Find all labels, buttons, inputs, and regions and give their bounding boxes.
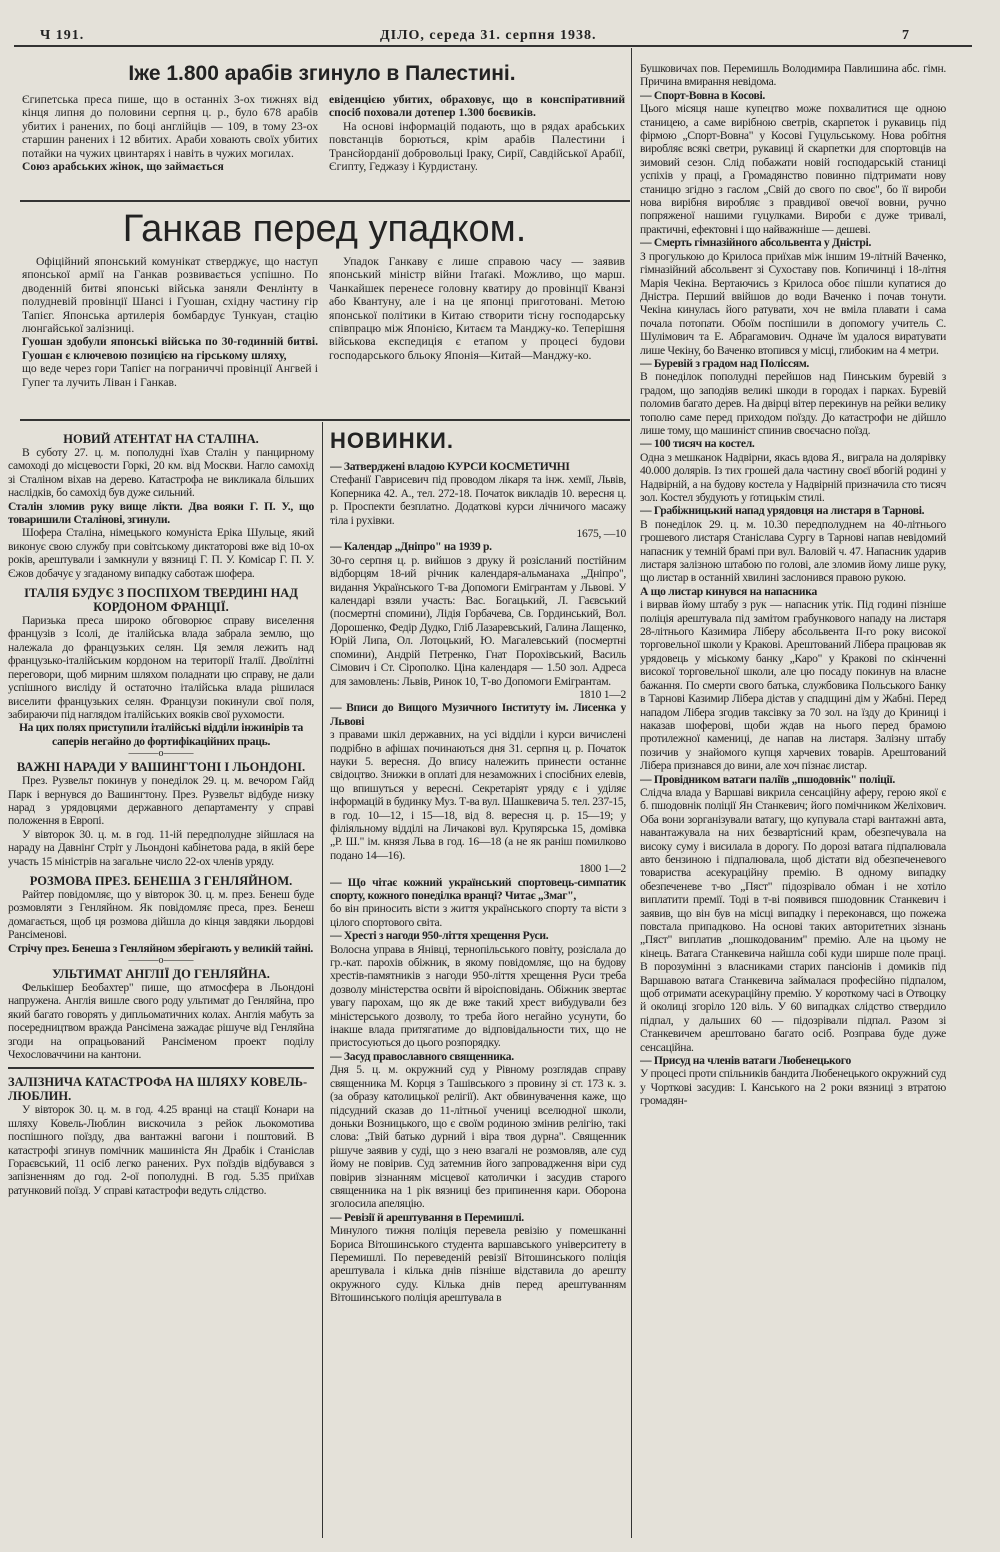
- section-rule-left: [8, 1067, 314, 1069]
- news-title-arsonists: — Провідником ватаги паліїв „пшодовнік" поліції.: [640, 772, 895, 786]
- ultimatum-text: Фелькішер Беобахтер" пише, що атмосфера в Льондоні напружена. Англія вишле свого роду ультимат до Генляйна, про який багато говорять у дипльоматичних колах. Англія мабуть за посередництвом вражда Рансімена зажадає рішуче від Генляйна згоди на опрацьований Рансіменом проект поділу Чехословаччини на кантони.: [8, 981, 314, 1062]
- news-text-robbery-bold: А що листар кинувся на напасника: [640, 584, 818, 598]
- washington-text-2: У вівторок 30. ц. м. в год. 11-ій передполудне зійшлася на нараду на Давнінґ Стріт у Льондоні кабінетова рада, в якій бере участь 15 міністрів на загальне число 22-ох членів уряду.: [8, 827, 314, 868]
- news-title-storm: — Буревій з градом над Поліссям.: [640, 356, 810, 370]
- news-title-calendar: — Календар „Дніпро" на 1939 р.: [330, 540, 492, 554]
- news-text-zmag: бо він приносить вісти з життя українського спорту та вісти з цілого спортового світа.: [330, 902, 626, 929]
- news-text-calendar: 30-го серпня ц. р. вийшов з друку й розісланий постійним відборцям 18-ий річник календаря-альманаха „Дніпро", видання Українського Т-ва Допомоги Емігрантам у Львові. У календарі взяли участь: Вас. Богацький, Л. Гаєвський (посмертні спомини), Лідія Горбачева, Св. Гординський, Вол. Дорошенко, Федір Дудко, Гліб Лазаревський, Галина Лащенко, Юрій Липа, Ол. Лотоцький, Ю. Магалевський (посмертні спомини), Андрій Петренко, Гнат Порохівський, Василь Сімович і Ст. Сірополко. Ціна календаря — 1.50 зол. Адреса для замовлень: Львів, Ринок 10, Т-во Допомоги Емігрантам.: [330, 553, 626, 688]
- news-title-drowning: — Смерть гімназійного абсольвента у Дністрі.: [640, 236, 872, 250]
- news-title-crosses: — Хресті з нагоди 950-ліття хрещення Руси.: [330, 929, 549, 943]
- italy-text: Паризька преса широко обговорює справу виселення французів з Ісолі, де італійська влада забрала землю, що належала до французьких селян. Ця земля лежить над французько-італійським кордоном на території Італії. Двоїлітні переговори, щоб мирним шляхом поладнати цю справу, не дали успішного висліду й остаточно італійська влада рішилася виселити французьких селян. Французи покинули свої поля, забираючи під наглядом італійських вояків свої рухомости.: [8, 614, 314, 721]
- palestine-column-2: [329, 93, 625, 173]
- stalin-text-1: В суботу 27. ц. м. пополудні їхав Сталін у панцирному самоході до місцевости Горкі, 20 км. від Москви. Нагло самохід зі Сталіном віхав на дерево. Катастрофа не викликала більших наслідків, бо самохід був дуже сильний.: [8, 446, 314, 500]
- palestine-column-1: [22, 93, 318, 173]
- article-title-italy: ІТАЛІЯ БУДУЄ З ПОСПІХОМ ТВЕРДИНІ НАД КОРДОНОМ ФРАНЦІЇ.: [24, 586, 298, 615]
- news-text-drowning: З прогулькою до Крилоса приїхав між іншим 19-літній Ваченко, гімназійний абсольвент зі Сухоставу пов. Копичинці і 18-літня Марія Чекіна. Вертаючись з Крилоса обоє пішли купатися до Дністра. Перший ввійшов до води Ваченко і почав тонути. Чекіна кинулась його ратувати, хоч не вміла плавати і сама почала потопати. Обоїм поспішили в допомогу учитель С. Шулімович та Е. Абрагамович. Одначе їм удалося виратувати лише Чекіну, бо Ваченко втопився у місці, глибоким на 4 метри.: [640, 249, 946, 357]
- news-text-priest: Дня 5. ц. м. окружний суд у Рівному розглядав справу священника М. Корця з Ташівського з провину зі ст. 173 к. з. (за образу католицької релігії). Акт обвинувачення каже, що підсудний сказав до 11-літньої учениці вселюдної школи, доньки Возницького, що є своїм родиною змінив релігію, такі слова: „Твій батько дурний і віра твоя дурна". Священник рішуче заявив у суді, що з нею взагалі не розмовляв, але суд йому не повірив. Суд затемнив його запровадження віри суд повірив зізнанням місцевої католички і засудив старого священника на 1 рік вязниці без припинення кари. Оборона зголосила апеляцію.: [330, 1063, 626, 1211]
- railway-text: У вівторок 30. ц. м. в год. 4.25 вранці на стації Конари на шляху Ковель-Люблин вискочила з рейок льокомотива поспішного поїзду, два вантажні вагони і поштовий. В катастрофі згинув помічник машиніста Ян Драбік і Станіслав Гораєвський, 11 осіб легко ранених. Рух поїздів відбувався з запізненням до год. 2-ої пополудні. В год. 5.35 приїхав ратунковий поїзд. У справі катастрофи ведуть слідство.: [8, 1103, 314, 1197]
- article-title-ultimatum: УЛЬТИМАТ АНГЛІЇ ДО ГЕНЛЯЙНА.: [52, 967, 270, 981]
- palestine-text-1-bold: Союз арабських жінок, що займається: [22, 160, 224, 174]
- news-text-robbery: В понеділок 29. ц. м. 10.30 передполуднем на 40-літнього грошевого листаря Станіслава Сургу в Тарнові напав невідомий напасник у темній брамі при вул. Валовій ч. 47. Напасник ударив листаря залізною штабою по голові, але зломив йому лише руку, що листар в останній хвилині заслонився правою рукою.: [640, 517, 946, 585]
- header-rule: [14, 45, 972, 47]
- section-title-novynky: НОВИНКИ.: [330, 428, 454, 453]
- headline-hankau: Ганкав перед упадком.: [122, 208, 527, 250]
- separator-dash: ———o———: [128, 748, 194, 760]
- left-column: [8, 432, 314, 1540]
- hankau-text-2: Упадок Ганкаву є лише справою часу — заявив японський міністр війни Ітаґакі. Можливо, що марш. Чанкайшек перенесе головну кватиру до провінції Кванзі або Квантуну, але і на це японці приготовані. Метою японської політики в Китаю створити тісну господарську співпрацю між Японією, Китаєм та Манджу-ко. Теперішня військова експедиція є етапом у процесі будови господарського бльоку Японія—Китай—Манджу-ко.: [329, 255, 625, 362]
- news-title-verdict: — Присуд на членів ватаги Любенецького: [640, 1054, 851, 1068]
- news-text-cosmetic: Стефанії Гавриcевич під проводом лікаря та інж. хемії, Львів, Коперника 42. А., тел. 272-18. Початок викладів 10. вересня ц. р. Проспекти безплатно. Додаткові курси лічничого масажу тіла і рухівки.: [330, 473, 626, 527]
- hankau-column-2: [329, 255, 625, 362]
- article-title-washington: ВАЖНІ НАРАДИ У ВАШИНГТОНІ І ЛЬОНДОНІ.: [16, 760, 306, 775]
- separator-dash: ———o———: [128, 955, 194, 966]
- page-number-right: 7: [902, 28, 910, 43]
- washington-text-1: През. Рузвельт покинув у понеділок 29. ц. м. вечором Гайд Парк і вернувся до Вашингтону. През. Рузвельт відбуде низку нарад з урядовцями державного департаменту у справі положення в Европі.: [8, 774, 314, 828]
- ad-code-music-institute: 1800 1—2: [579, 862, 626, 876]
- news-text-continued: Бушковичах пов. Перемишль Володимира Павлишина абс. гімн. Причина вмирання невідома.: [640, 62, 946, 89]
- news-text-church: Одна з мешканок Надвірни, якась вдова Я., виграла на долярівку 40.000 долярів. Із тих грошей дала частину своєї вбогій родині у Надвірній, а на будову костела у Надвірній призначила сто тисяч зол. Костел збудують у ґотицькім стилі.: [640, 450, 946, 504]
- section-rule-mid: [20, 419, 630, 421]
- right-column: [640, 62, 946, 1540]
- article-title-benes: РОЗМОВА ПРЕЗ. БЕНЕША З ГЕНЛЯЙНОМ.: [29, 873, 293, 888]
- stalin-text-bold: Сталін зломив руку вище лікти. Два вояки Г. П. У., що товаришили Сталінові, згинули.: [8, 499, 314, 527]
- news-title-music-institute: — Вписи до Вищого Музичного Інституту ім. Лисенка у Львові: [330, 701, 626, 728]
- stalin-text-2: Шофера Сталіна, німецького комуніста Еріка Шульце, який виконує свою службу при совітському диктаторові вже від 10-ох років, арештували і замкнули у вязниці Г. П. У. Комісар Г. П. У. Єжов добачує у згаданому випадку саботаж шофера.: [8, 526, 314, 580]
- ad-code-calendar: 1810 1—2: [579, 687, 626, 701]
- news-title-sport-vovna: — Спорт-Вовна в Косові.: [640, 88, 765, 102]
- article-title-railway: ЗАЛІЗНИЧА КАТАСТРОФА НА ШЛЯХУ КОВЕЛЬ-ЛЮБЛИН.: [8, 1075, 308, 1104]
- news-text-arsonists: Слідча влада у Варшаві викрила сенсаційну аферу, герою якої є б. пшодовнік поліції Ян Станкевич; його помічником Желіхович. Оба вони зорганізували ватагу, що купувала старі вантажні авта, навантажувала на них безвартісний крам, обезпечувала на високу суму і висилала в дорогу. По дорозі ватага підпалювала авто бензиною і підпалювала, щоб дістати від обезпеченевого товариства асекураційну премію. В одному випадку обезпеченевe т-во „Пяст" підозрівало обман і не хотіло виплатити премії. Тоді в т-ві появився пшодовник Станкевич і заявив, що він був на місці випадку і переконався, що пожежа повстала припадково. На основі таких авторитетних зізнань „Пяст" виплатив „пошкодованим" премію. Але на цьому не кінець. Ватага Станкевича найшла собі куди ширше поле праці. В порозумінні з власниками старих пансіонів і домиків під Варшавою ватага Станкевича займалася професійно підпалом, щоб отримати асекураційну премію. У короткому часі в Отвоцку й околиці згоріло 120 віль. У 60 випадках слідство ствердило підпал, у дальших 60 — підозрівали підпал. Разом зі Станкевичем арештовано багато осіб. Розправа буде дуже сенсаційна.: [640, 785, 946, 1054]
- italy-text-bold: На цих полях приступили італійські відділи інжинірів та саперів негайно до фортифікаційних праць.: [18, 721, 304, 748]
- column-divider-right: [631, 48, 632, 1538]
- page-number-left: Ч 191.: [40, 28, 85, 43]
- news-text-robbery-2: і вирвав йому штабу з рук — напасник утік. Під годині пізніше поліція арештувала під замітом грабункового нападу на листаря 28-літнього Казимира Лiберу абсольвента II-го року високої торговельної школи у Кракові. Арештований Ліберa працював як урядовець у міському банку „Каро" у Кракові по скінченні високої торговельної школи, але цю посаду покинув на власне бажання. По смерти свого батька, службовика Польського Банку в Тарнові Казимир Ліберa дістав у спадщині дім у Жабні. Перед нападом Ліберa згодив таксівку за 70 зол. на їзду до Криниці і наказав шоферові, щоби ждав на нього перед брамою протилежної камениці, де напав на листаря. Залізну штабу позичив у знайомого купця харчевих товарів. Арештований Ліберa признався до вини, але хоч пізнає листар.: [640, 598, 946, 773]
- newspaper-dateline: ДІЛО, середа 31. серпня 1938.: [380, 28, 597, 43]
- news-text-music-institute: з правами шкіл державних, на усі відділи і курси вичислені подрібно в афішах починаються дня 31. серпня ц. р. Початок науки 5. вересня. До впису належить принести останнє свідоцтво. Знижки в оплаті для незаможних і спосібних елевів, що впишуться у вересні. Секретаріят уряду є і уділяє інформацій в будинку Муз. Т-ва вул. Шашкевича 5. тел. 237-15, в год. 10—12, і 15—18, від 8. вересня ц. р. 15—19; у філіяльному відділі на Личакові вул. Крупярська 15, домівка „Р. Ш." ім. князя Льва в год. 16—18 (а не як раніш помилково подано 14—16).: [330, 728, 626, 862]
- news-text-storm: В понеділок пополудні перейшов над Пинським буревій з градом, що заподіяв великі шкоди в городах і парках. Буревій поломив багато дерев. На двірці вітер перекинув на рейки велику тополю саме перед приходом поїзду. До катастрофи не дійшло лише тому, що машиніст спинив своєчасно поїзд.: [640, 370, 946, 437]
- article-title-stalin: НОВИЙ АТЕНТАТ НА СТАЛІНА.: [63, 432, 259, 446]
- news-title-church: — 100 тисяч на костел.: [640, 437, 755, 451]
- section-rule-top: [20, 200, 630, 202]
- palestine-text-1: Єгипетська преса пише, що в останніх 3-ох тижнях від кінця липня до половини серпня ц. р., було 678 арабів убитих і ранених, по боці англійців — 109, в тому 23-ох старшин ранених і 12 вбитих. Араби ховають своїх убитих потайки на чужих цвинтарях і навіть в чужих могилах.: [22, 93, 318, 160]
- column-divider-left: [322, 422, 323, 1538]
- ad-code-cosmetic: 1675, —10: [576, 527, 626, 541]
- palestine-text-2: На основі інформацій подають, що в рядах арабських повстанців борються, крім арабів Палестини і Трансйорданії добровольці Іраку, Сирії, Савдійської Арабії, Єгипту, Геджазу і Курдистану.: [329, 119, 625, 174]
- news-title-peremyshl: — Ревізії й арештування в Перемишлі.: [330, 1210, 524, 1224]
- news-title-cosmetic: — Затверджені владою КУРСИ КОСМЕТИЧНІ: [330, 460, 570, 473]
- hankau-text-1-bold: Гуошан здобули японські війська по 30-годинній битві. Гуошан є ключевою позицією на гірському шляху,: [22, 335, 318, 362]
- palestine-text-2-bold: евіденцією убитих, обраховує, що в конспіративний спосіб поховали дотепер 1.300 боєвиків.: [329, 93, 625, 120]
- hankau-text-1-end: що веде через гори Тапієг на пограниччі провінції Ангвей і Гупег та лучить Лівaн і Ганкав.: [22, 362, 318, 389]
- benes-text: Райтер повідомляє, що у вівторок 30. ц. м. през. Бенеш буде розмовляти з Генляйном. Як повідомляє преса, през. Бенеш домагається, щоб ця розмова дійшла до кінця завдяки льордові Рансіменові.: [8, 887, 314, 942]
- hankau-column-1: [22, 255, 318, 389]
- hankau-text-1: Офіційний японський комунікат стверджує, що наступ японської армії на Ганкав розвивається успішно. По дводенній битві японські війська заняли Фенлінту в полудневій провінції Шансі і Гуошан, східну частину гір Тапієг. Японська артилерія бомбардує Тункуан, стацію люнгайської залізниці.: [22, 255, 318, 336]
- news-title-zmag: — Що чітає кожний український спортовець-симпатик спорту, кожного понеділка вранці? Читає „Змаг",: [330, 875, 626, 902]
- benes-text-bold: Стрічу през. Бенеша з Генляйном зберігають у великій тайні.: [8, 941, 313, 955]
- news-text-sport-vovna: Цього місяця наше купецтво може похвалитися ще одною станицею, а саме вирібною светрів, скарпеток і рукавиць під фірмою „Спорт-Вовна" у Косові Гуцульському. Нова робітня виробляє всякі светри, рукавиці й скарпетки для спортовців на зимовий сезон. Слід побажати новій господарській станиці успіхів у праці, а Громадянство повинно підтримати нову станицю згідно з гаслом „Свій до свого по своє", бо її вироби нова вирібня виробляє з правдивої овечої вовни, ручно попряженої нашими гуцулками. Вироби є дуже тривалі, практичні, ефектовні і що найважніше — дешеві.: [640, 102, 946, 236]
- news-title-robbery: — Грабіжницький напад урядовця на листаря в Тарнові.: [640, 504, 925, 518]
- headline-palestine: Іже 1.800 арабів згинуло в Палестині.: [128, 62, 516, 85]
- news-text-verdict: У процесі проти спільників бандита Любенецького окружний суд у Чорткові засудив: І. Канського на 2 роки вязниці з втратою громадян-: [640, 1067, 946, 1108]
- news-text-crosses: Волосна управа в Янівці, тернопільського повіту, розіслала до гр.-кат. парохів обіжник, в якому повідомляє, що на будову хрестів-памятників з нагоди 950-ліття хрещення Руси треба дозволу міністерства освіти й віроісповідань. Обіжник звертає увагу парохам, що як де вже такий хрест вибудували без міністерського дозволу, то треба його негайно усунути, бо інакше влада притягатиме до відповідальности тих, що не пристосуються до цього розпорядку.: [330, 942, 626, 1050]
- middle-column: [330, 428, 626, 1540]
- news-title-priest: — Засуд православного священника.: [330, 1049, 514, 1063]
- news-text-peremyshl: Минулого тижня поліція перевела ревізію у помешканні Бориса Вітошинського студента варшавського університету в Перемишлі. По переведеній ревізії Вітошинського поліція арештувала і кілька днів пізніше відставила до арешту окружного суду. Кілька днів перед арештуванням Вітошинського поліція арештувала в: [330, 1224, 626, 1305]
